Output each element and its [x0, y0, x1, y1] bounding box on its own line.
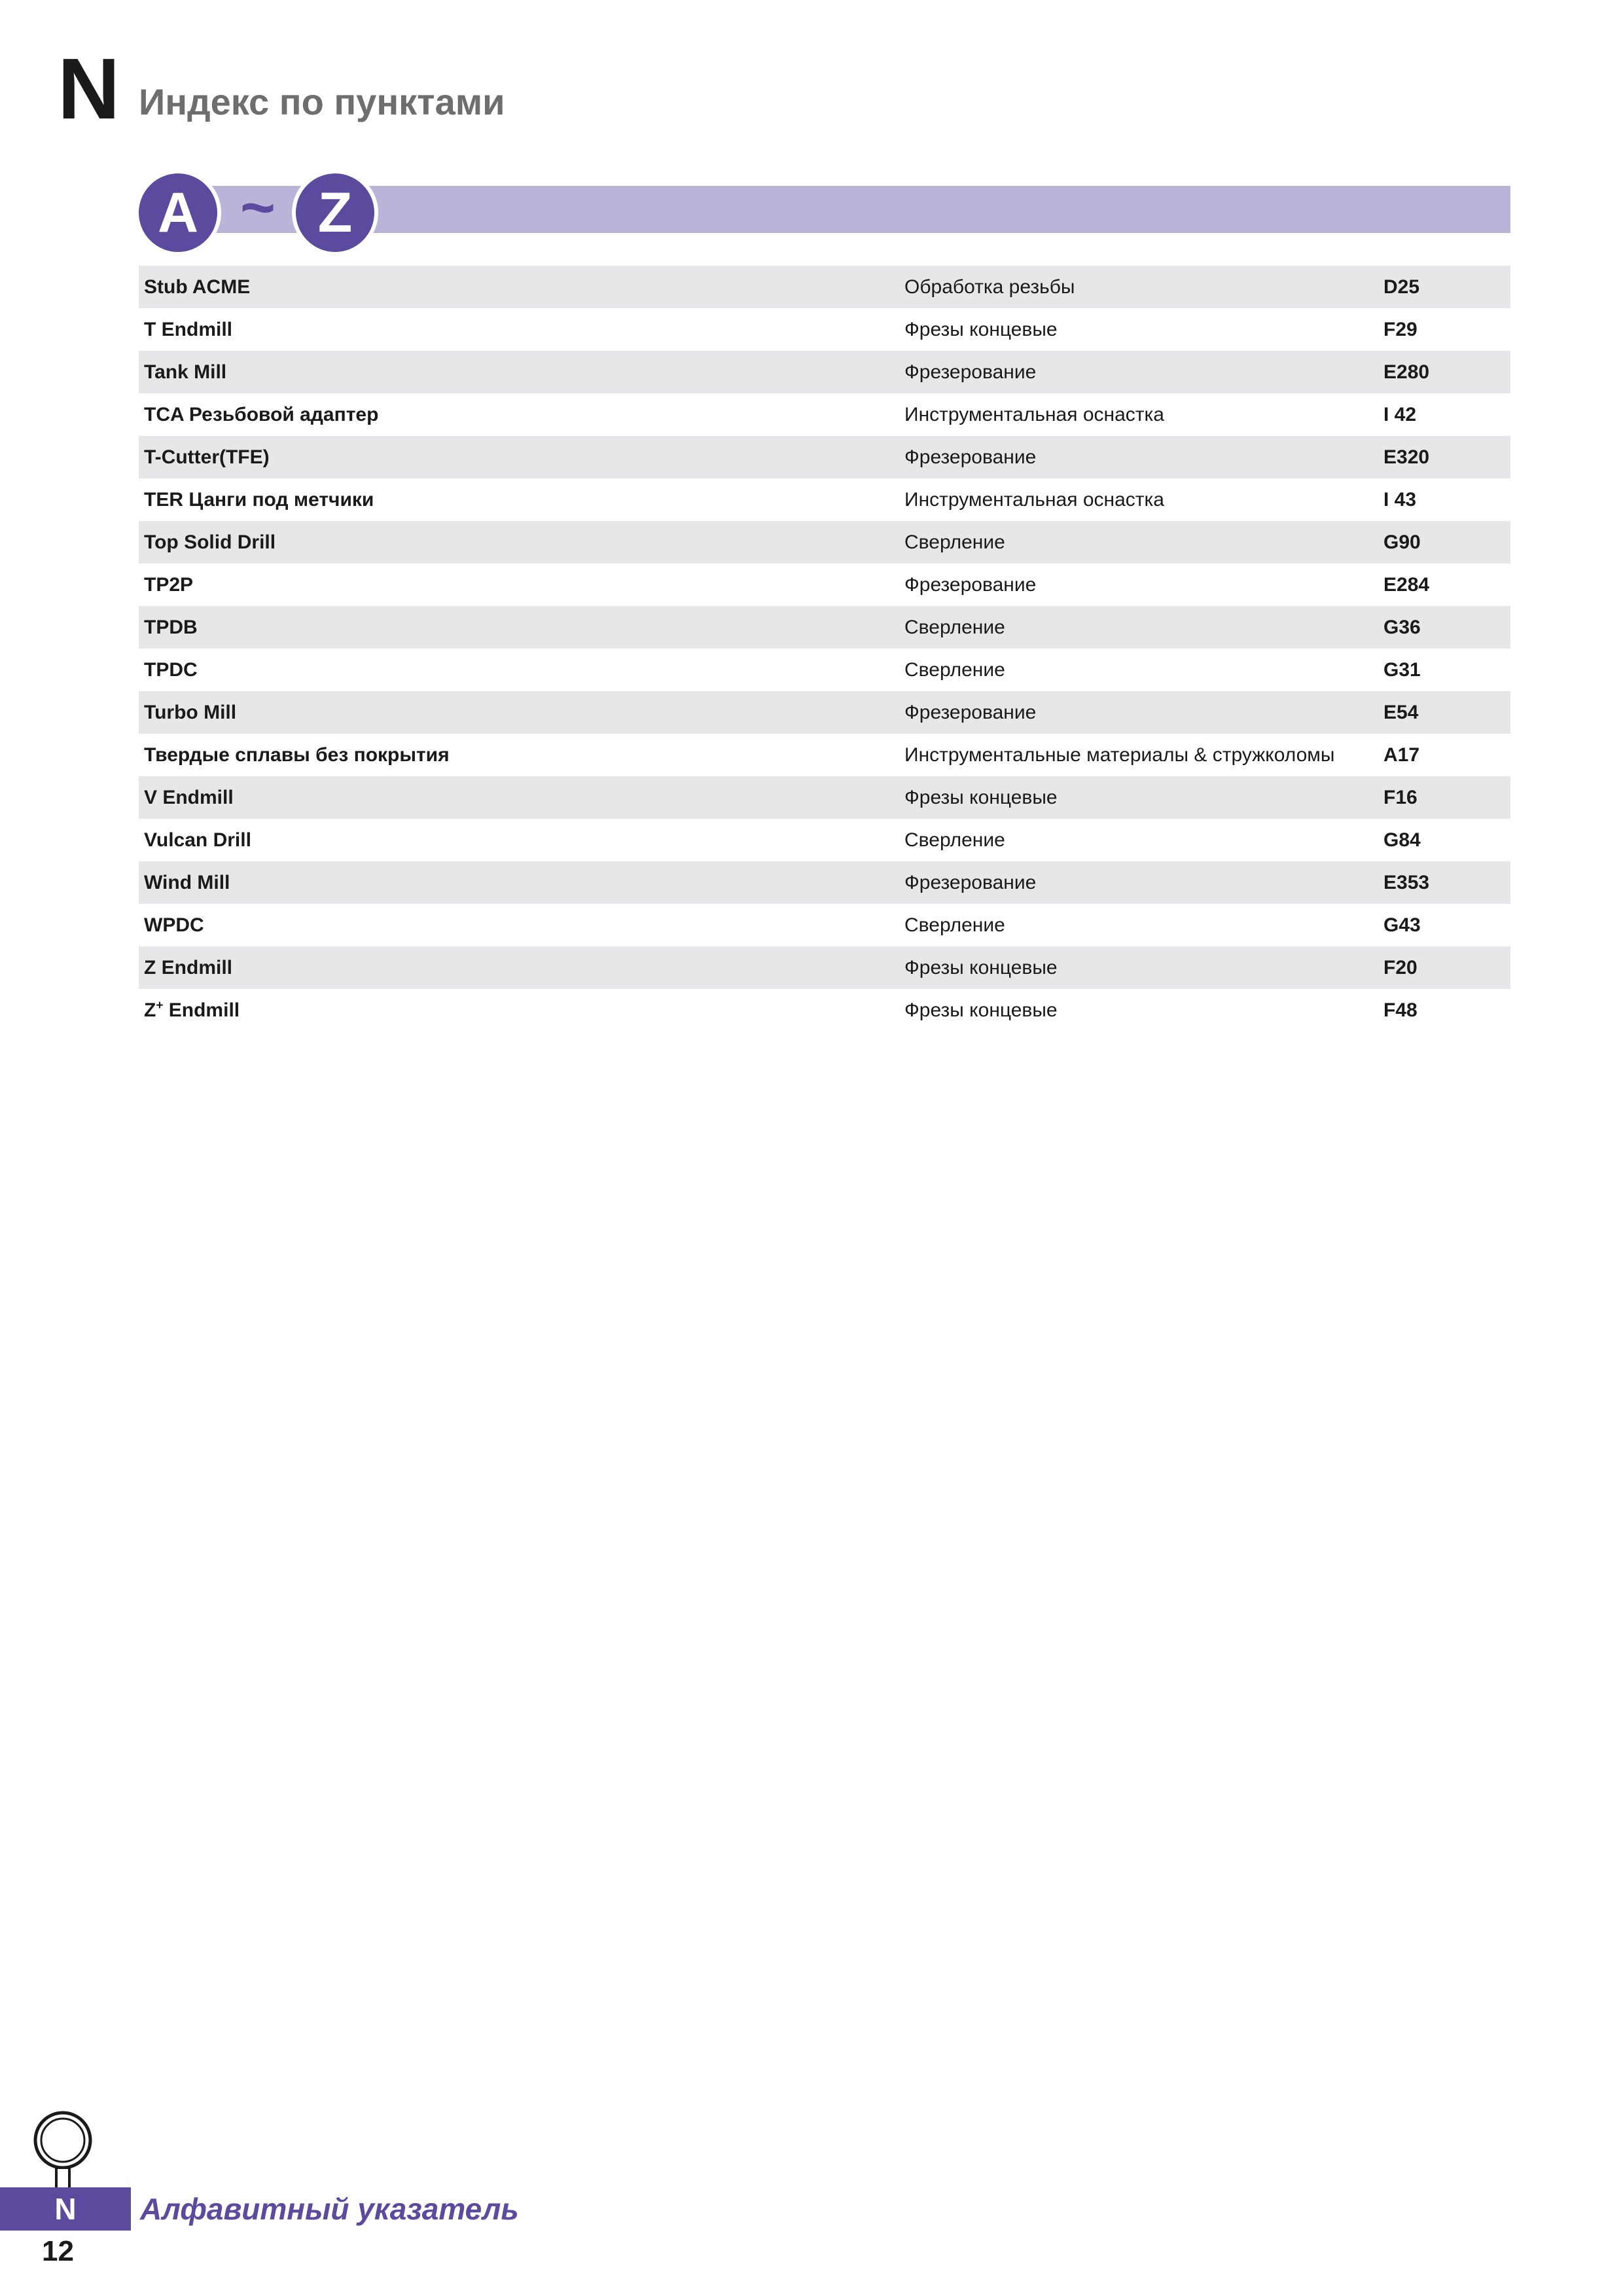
item-name: T Endmill: [144, 318, 232, 340]
item-page-ref: D25: [1383, 276, 1420, 298]
item-name: TPDC: [144, 658, 198, 681]
item-page-ref: G43: [1383, 914, 1421, 936]
item-name: TER Цанги под метчики: [144, 488, 374, 511]
item-name-rest: Endmill: [163, 999, 240, 1021]
item-category: Сверление: [904, 914, 1005, 936]
item-name: Твердые сплавы без покрытия: [144, 744, 450, 766]
item-page-ref: A17: [1383, 744, 1420, 766]
item-category: Фрезерование: [904, 446, 1037, 468]
item-name-superscript: +: [156, 998, 164, 1013]
table-row: [139, 776, 1510, 819]
item-category: Фрезы концевые: [904, 956, 1058, 978]
table-row: [139, 989, 1510, 1031]
page-number: 12: [42, 2235, 74, 2267]
table-row: [139, 904, 1510, 946]
item-category: Фрезерование: [904, 361, 1037, 383]
item-name: TCA Резьбовой адаптер: [144, 403, 379, 425]
item-category: Сверление: [904, 616, 1005, 638]
item-name: T-Cutter(TFE): [144, 446, 270, 468]
item-page-ref: F29: [1383, 318, 1418, 340]
item-category: Фрезы концевые: [904, 786, 1058, 808]
item-page-ref: G90: [1383, 531, 1421, 553]
table-row: [139, 308, 1510, 351]
item-page-ref: G36: [1383, 616, 1421, 638]
item-page-ref: F48: [1383, 999, 1418, 1021]
table-row: [139, 861, 1510, 904]
footer-title: Алфавитный указатель: [140, 2192, 519, 2226]
item-category: Инструментальная оснастка: [904, 488, 1164, 511]
index-table: [139, 266, 1510, 1031]
item-name: WPDC: [144, 914, 204, 936]
page-title: Индекс по пунктами: [139, 81, 505, 122]
item-name: Wind Mill: [144, 871, 230, 893]
item-name: TP2P: [144, 573, 194, 596]
table-row: [139, 606, 1510, 649]
item-category: Фрезы концевые: [904, 318, 1058, 340]
item-category: Обработка резьбы: [904, 276, 1075, 298]
footer-tab: N: [0, 2187, 131, 2231]
item-page-ref: F16: [1383, 786, 1418, 808]
item-page-ref: I 43: [1383, 488, 1417, 511]
table-row: [139, 564, 1510, 606]
item-name: Tank Mill: [144, 361, 227, 383]
item-page-ref: G31: [1383, 658, 1421, 681]
item-name-base: Z: [144, 999, 156, 1021]
table-row: [139, 649, 1510, 691]
key-tab-icon: [30, 2110, 96, 2190]
item-name: Top Solid Drill: [144, 531, 276, 553]
item-name: Turbo Mill: [144, 701, 237, 723]
item-category: Фрезерование: [904, 871, 1037, 893]
item-category: Сверление: [904, 658, 1005, 681]
item-page-ref: G84: [1383, 829, 1421, 851]
item-page-ref: E320: [1383, 446, 1430, 468]
item-category: Инструментальные материалы & стружколомы: [904, 744, 1335, 766]
table-row: [139, 521, 1510, 564]
item-page-ref: E284: [1383, 573, 1430, 596]
table-row: [139, 351, 1510, 393]
range-start-badge: A: [135, 170, 221, 256]
range-separator: ~: [240, 174, 276, 241]
item-category: Инструментальная оснастка: [904, 403, 1164, 425]
item-name: Stub ACME: [144, 276, 251, 298]
item-name: [139, 999, 904, 1022]
item-category: Сверление: [904, 829, 1005, 851]
table-row: [139, 734, 1510, 776]
range-end-badge: Z: [292, 170, 378, 256]
item-page-ref: E280: [1383, 361, 1430, 383]
table-row: [139, 393, 1510, 436]
table-row: [139, 436, 1510, 478]
item-category: Фрезерование: [904, 573, 1037, 596]
item-page-ref: E353: [1383, 871, 1430, 893]
item-category: Фрезы концевые: [904, 999, 1058, 1021]
table-row: [139, 819, 1510, 861]
item-page-ref: I 42: [1383, 403, 1417, 425]
table-row: [139, 946, 1510, 989]
section-letter: N: [58, 41, 120, 137]
table-row: [139, 266, 1510, 308]
item-name: V Endmill: [144, 786, 234, 808]
item-category: Фрезерование: [904, 701, 1037, 723]
item-name: TPDB: [144, 616, 198, 638]
table-row: [139, 691, 1510, 734]
table-row: [139, 478, 1510, 521]
item-name: Vulcan Drill: [144, 829, 251, 851]
item-name: Z Endmill: [144, 956, 232, 978]
item-page-ref: F20: [1383, 956, 1418, 978]
item-category: Сверление: [904, 531, 1005, 553]
item-page-ref: E54: [1383, 701, 1419, 723]
